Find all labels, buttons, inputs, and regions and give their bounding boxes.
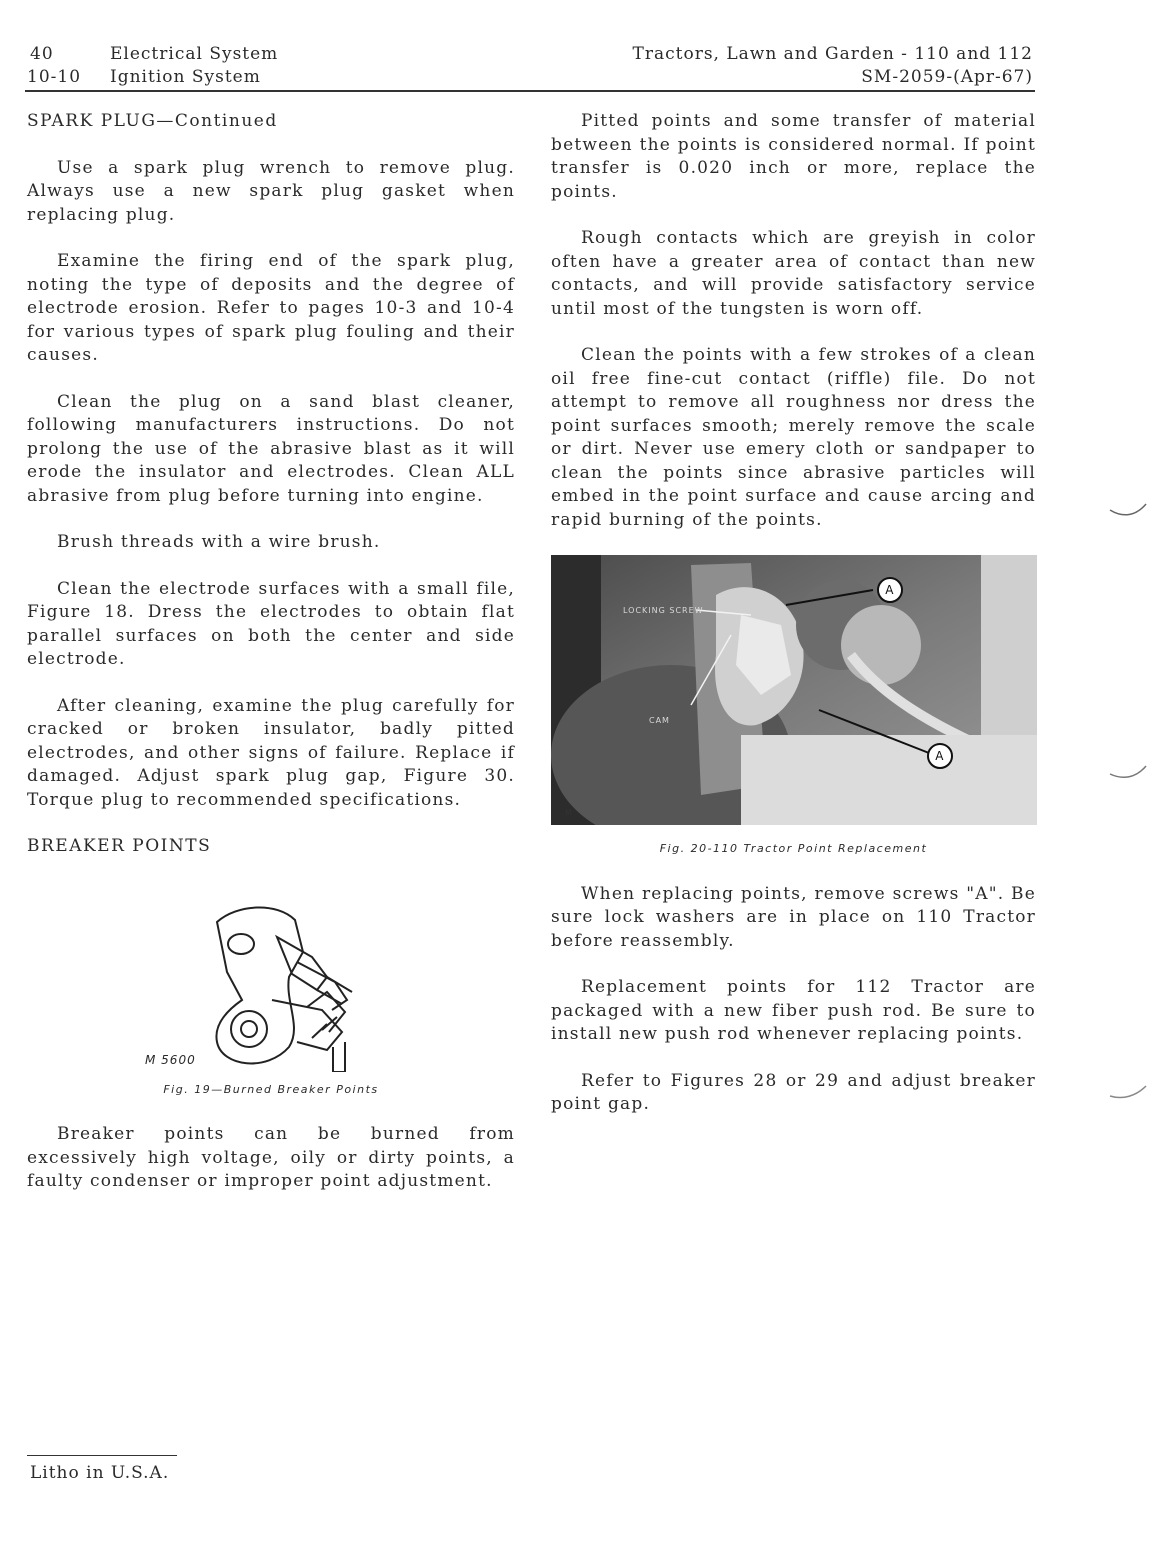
scan-edge-mark [1108, 1078, 1148, 1108]
paragraph: Examine the firing end of the spark plug, noting the type of deposits and the degree of electrode erosion. Refer to pages 10-3 and 10-4 for various types of spark plug fouling and their causes. [27, 251, 515, 365]
header-rule [25, 90, 1035, 92]
figure-19-id: M 5600 [145, 1052, 196, 1067]
figure-19-caption: Fig. 19—Burned Breaker Points [163, 1082, 379, 1096]
paragraph: When replacing points, remove screws "A". Be sure lock washers are in place on 110 Tractor before reassembly. [551, 883, 1036, 951]
photo-label-locking-screw: LOCKING SCREW [623, 606, 704, 615]
figure-20-caption: Fig. 20-110 Tractor Point Replacement [659, 842, 928, 855]
paragraph: Brush threads with a wire brush. [57, 532, 381, 552]
tractor-point-photo [551, 555, 1037, 825]
left-column [27, 110, 515, 1217]
callout-a-top: A [877, 577, 903, 603]
breaker-points-heading: BREAKER POINTS [27, 836, 212, 856]
footer-rule [27, 1455, 177, 1456]
scan-edge-mark [1108, 500, 1148, 530]
paragraph: Replacement points for 112 Tractor are packaged with a new fiber push rod. Be sure to install new push rod whenever replacing points. [551, 977, 1036, 1044]
subsection-title: Ignition System [110, 67, 261, 87]
right-column [551, 110, 1036, 1140]
manual-title: Tractors, Lawn and Garden - 110 and 112 [632, 44, 1033, 64]
paragraph: Clean the plug on a sand blast cleaner, following manufacturers instructions. Do not prolong the use of the abrasive blast as it will erode the insulator and electrodes. Clean ALL abrasive from plug before turning into engine. [27, 391, 515, 506]
paragraph: Rough contacts which are greyish in color often have a greater area of contact than new contacts, and will provide satisfactory service until most of the tungsten is worn off. [551, 228, 1036, 319]
manual-code: SM-2059-(Apr-67) [861, 67, 1033, 87]
photo-id: M [565, 808, 573, 817]
photo-label-cam: CAM [649, 716, 670, 725]
continued-heading: SPARK PLUG—Continued [27, 111, 278, 131]
scan-edge-mark [1108, 760, 1148, 790]
page-number: 40 [30, 44, 54, 64]
paragraph: Pitted points and some transfer of material between the points is considered normal. If point transfer is 0.020 inch or more, replace the points. [551, 111, 1036, 202]
paragraph: Clean the electrode surfaces with a small file, Figure 18. Dress the electrodes to obtain flat parallel surfaces on both the center and side electrode. [27, 578, 515, 669]
section-sub-number: 10-10 [27, 67, 82, 87]
paragraph: Use a spark plug wrench to remove plug. Always use a new spark plug gasket when replacing plug. [27, 157, 515, 225]
paragraph: Clean the points with a few strokes of a clean oil free fine-cut contact (riffle) file. Do not attempt to remove all roughness nor dress the point surfaces smooth; merely remove the scale or dirt. Never use emery cloth or sandpaper to clean the points since abrasive particles will embed in the point surface and cause arcing and rapid burning of the points. [551, 345, 1036, 530]
footer-litho: Litho in U.S.A. [30, 1463, 170, 1483]
paragraph: Breaker points can be burned from excessively high voltage, oily or dirty points, a faulty condenser or improper point adjustment. [27, 1124, 515, 1191]
paragraph: After cleaning, examine the plug carefully for cracked or broken insulator, badly pitted electrodes, and other signs of failure. Replace if damaged. Adjust spark plug gap, Figure 30. Torque plug to recommended specifications. [27, 695, 515, 810]
paragraph: Refer to Figures 28 or 29 and adjust breaker point gap. [551, 1070, 1036, 1114]
section-title: Electrical System [110, 44, 279, 64]
breaker-points-drawing [27, 882, 515, 1072]
figure-20-photo [551, 555, 1037, 825]
callout-a-bottom: A [927, 743, 953, 769]
figure-19-breaker-points [27, 882, 515, 1072]
